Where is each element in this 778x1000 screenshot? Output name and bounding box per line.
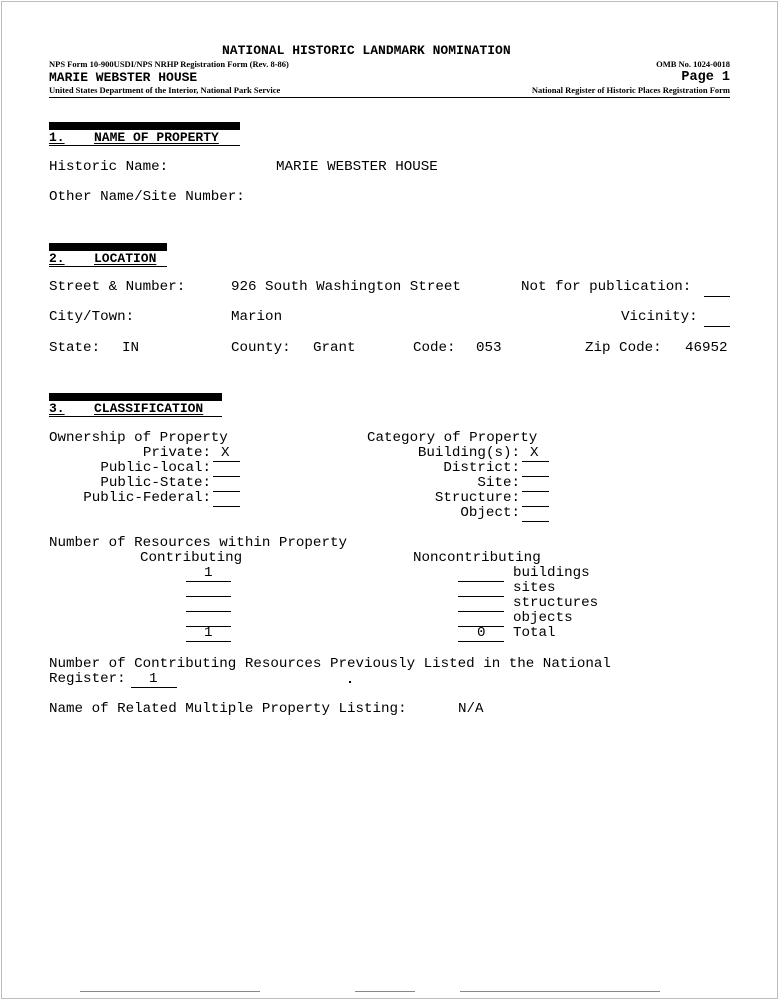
noncontributing-header: Noncontributing: [413, 550, 541, 566]
resource-type-total: Total: [513, 625, 556, 641]
category-district-label: District:: [443, 460, 520, 476]
noncontributing-buildings-blank: [458, 581, 504, 582]
contributing-structures-blank: [186, 611, 231, 612]
previously-listed-value: 1: [149, 671, 158, 687]
ownership-title: Ownership of Property: [49, 430, 228, 446]
section1-underline: [49, 145, 240, 146]
resource-type-sites: sites: [513, 580, 556, 596]
category-site-label: Site:: [477, 475, 520, 491]
related-listing-value: N/A: [458, 701, 484, 717]
contributing-buildings-value: 1: [204, 565, 213, 581]
noncontributing-sites-blank: [458, 596, 504, 597]
ownership-private-value: X: [221, 445, 230, 461]
category-district-blank: [522, 476, 549, 477]
city-value: Marion: [231, 309, 283, 325]
form-number: NPS Form 10-900USDI/NPS NRHP Registration Form (Rev. 8-86): [49, 59, 289, 69]
noncontributing-structures-blank: [458, 611, 504, 612]
vicinity-blank: [704, 326, 730, 327]
street-label: Street & Number:: [49, 279, 186, 295]
contributing-sites-blank: [186, 596, 231, 597]
county-value: Grant: [313, 340, 356, 356]
previously-listed-line: Number of Contributing Resources Previously Listed in the National: [49, 656, 611, 672]
resources-title: Number of Resources within Property: [49, 535, 347, 551]
omb-number: OMB No. 1024-0018: [656, 59, 730, 69]
contributing-total-value: 1: [204, 625, 213, 641]
previously-listed-register-label: Register:: [49, 671, 126, 687]
county-label: County:: [231, 340, 291, 356]
ownership-public-local-label: Public-local:: [100, 460, 211, 476]
ownership-private-label: Private:: [142, 445, 211, 461]
not-for-publication-label: Not for publication:: [521, 279, 692, 295]
section3-underline: [49, 416, 222, 417]
section2-number: 2.: [49, 251, 65, 266]
zip-label: Zip Code:: [585, 340, 662, 356]
section1-number: 1.: [49, 130, 65, 145]
contributing-buildings-blank: [186, 581, 231, 582]
state-value: IN: [122, 340, 140, 356]
contributing-header: Contributing: [140, 550, 243, 566]
department-line: United States Department of the Interior, National Park Service: [49, 85, 281, 95]
ownership-public-federal-label: Public-Federal:: [83, 490, 211, 506]
contributing-total-blank: [186, 641, 231, 642]
vicinity-label: Vicinity:: [621, 309, 698, 325]
scan-edge-mark: [80, 991, 260, 992]
category-title: Category of Property: [367, 430, 538, 446]
other-name-label: Other Name/Site Number:: [49, 189, 245, 205]
historic-name-value: MARIE WEBSTER HOUSE: [276, 159, 438, 175]
category-building-blank: [522, 461, 549, 462]
category-site-blank: [522, 491, 549, 492]
section1-bar: [49, 122, 240, 130]
state-label: State:: [49, 340, 101, 356]
resource-type-buildings: buildings: [513, 565, 590, 581]
header-rule: [49, 97, 730, 98]
category-structure-label: Structure:: [434, 490, 520, 506]
section3-bar: [49, 393, 222, 401]
stray-dot: [349, 681, 351, 683]
scan-edge-mark: [460, 991, 660, 992]
code-value: 053: [476, 340, 502, 356]
code-label: Code:: [413, 340, 456, 356]
ownership-public-federal-blank: [213, 506, 240, 507]
section3-heading: CLASSIFICATION: [94, 401, 204, 416]
not-for-publication-blank: [704, 296, 730, 297]
section2-underline: [49, 266, 167, 267]
ownership-public-state-blank: [213, 491, 240, 492]
section2-heading: LOCATION: [94, 251, 157, 266]
previously-listed-blank: [131, 687, 177, 688]
ownership-public-local-blank: [213, 476, 240, 477]
register-line: National Register of Historic Places Registration Form: [531, 85, 730, 95]
header-property-name: MARIE WEBSTER HOUSE: [49, 70, 198, 85]
section2-bar: [49, 243, 167, 251]
ownership-private-blank: [213, 461, 240, 462]
noncontributing-total-value: 0: [477, 625, 486, 641]
form-title: NATIONAL HISTORIC LANDMARK NOMINATION: [222, 43, 511, 58]
page-number: Page 1: [681, 70, 730, 85]
city-label: City/Town:: [49, 309, 135, 325]
street-value: 926 South Washington Street: [231, 279, 461, 295]
resource-type-structures: structures: [513, 595, 599, 611]
related-listing-label: Name of Related Multiple Property Listing:: [49, 701, 407, 717]
resource-type-objects: objects: [513, 610, 573, 626]
category-object-label: Object:: [460, 505, 520, 521]
category-object-blank: [522, 521, 549, 522]
section3-number: 3.: [49, 401, 65, 416]
ownership-public-state-label: Public-State:: [100, 475, 211, 491]
scan-edge-mark: [355, 991, 415, 992]
category-structure-blank: [522, 506, 549, 507]
category-building-value: X: [530, 445, 539, 461]
section1-heading: NAME OF PROPERTY: [94, 130, 219, 145]
historic-name-label: Historic Name:: [49, 159, 169, 175]
noncontributing-total-blank: [458, 641, 504, 642]
zip-value: 46952: [685, 340, 728, 356]
category-building-label: Building(s):: [417, 445, 520, 461]
